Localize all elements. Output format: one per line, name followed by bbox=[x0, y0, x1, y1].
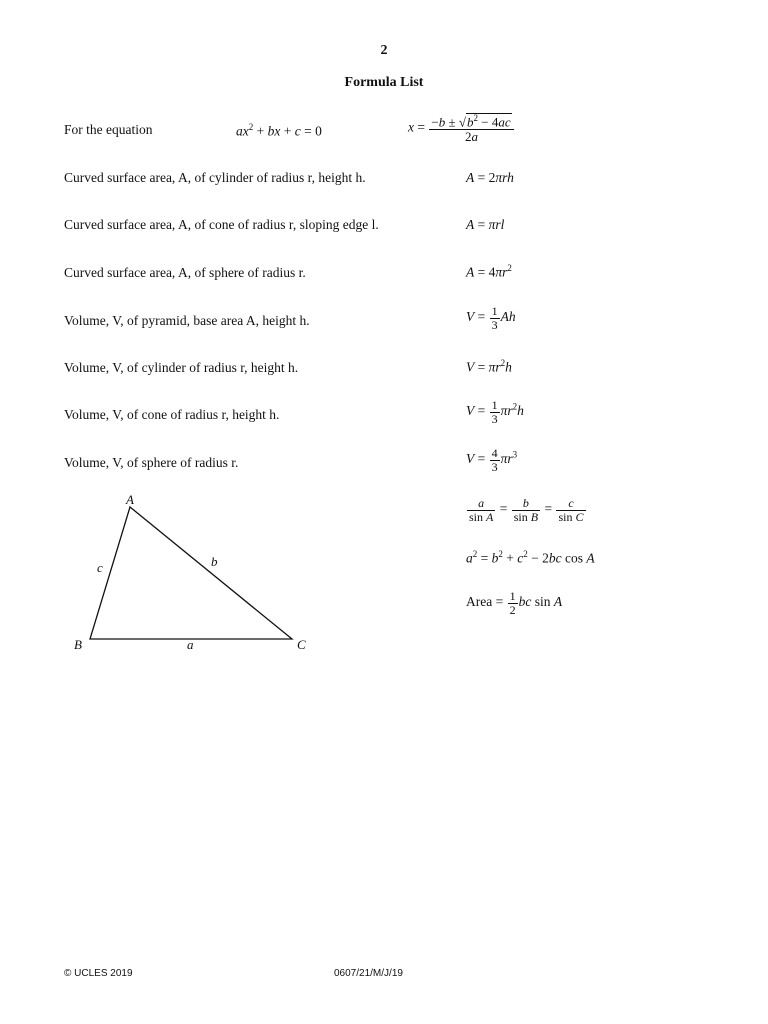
side-b-label: b bbox=[211, 554, 218, 569]
vertex-a-label: A bbox=[126, 492, 134, 507]
vertex-b-label: B bbox=[74, 637, 82, 652]
page-title: Formula List bbox=[344, 75, 424, 90]
quadratic-solution: x = $\frac{-b \pm √b^2 - 4ac}{2a}$ bbox=[408, 113, 515, 144]
cone-surface-description: Curved surface area, A, of cone of radius r, sloping edge l. bbox=[64, 217, 379, 232]
triangle-shape bbox=[90, 507, 292, 639]
quadratic-description: For the equation bbox=[64, 122, 153, 137]
cylinder-surface-formula: A = 2πrh bbox=[466, 170, 514, 185]
cylinder-volume-formula: $V = \pi r^2h$ bbox=[466, 358, 512, 375]
cylinder-surface-description: Curved surface area, A, of cylinder of radius r, height h. bbox=[64, 170, 366, 185]
sphere-surface-formula: $A = 4\pi r^2$ bbox=[466, 263, 512, 280]
cosine-rule: $a^2 = b^2 + c^2 - 2bc$ cos A bbox=[466, 549, 595, 566]
cone-volume-formula: V = $\frac{1}{3}$ $\pi r^2h$ bbox=[466, 398, 524, 426]
sphere-volume-description: Volume, V, of sphere of radius r. bbox=[64, 455, 239, 470]
cone-volume-description: Volume, V, of cone of radius r, height h. bbox=[64, 407, 280, 422]
sphere-surface-description: Curved surface area, A, of sphere of radius r. bbox=[64, 265, 306, 280]
page-number: 2 bbox=[380, 43, 388, 58]
sine-rule: $\frac{a}{\text{sin A}}$ = $\frac{b}{\text{sin B}}$ = $\frac{c}{\text{sin C}}$ bbox=[469, 496, 584, 524]
cone-surface-formula: A = πrl bbox=[466, 217, 505, 232]
side-a-label: a bbox=[187, 637, 194, 652]
copyright-footer: © UCLES 2019 bbox=[64, 968, 133, 979]
triangle-area-formula: Area = $\frac{1}{2}$ bc sin A bbox=[466, 589, 563, 617]
pyramid-volume-formula: V = $\frac{1}{3}$ Ah bbox=[466, 304, 516, 332]
pyramid-volume-description: Volume, V, of pyramid, base area A, height h. bbox=[64, 313, 310, 328]
vertex-c-label: C bbox=[297, 637, 306, 652]
sphere-volume-formula: V = $\frac{4}{3}$ $\pi r^3$ bbox=[466, 446, 518, 474]
side-c-label: c bbox=[97, 560, 103, 575]
quadratic-equation: $ax^2$ + bx + c = 0 bbox=[236, 122, 322, 139]
cylinder-volume-description: Volume, V, of cylinder of radius r, height h. bbox=[64, 360, 299, 375]
triangle-diagram bbox=[60, 488, 320, 658]
paper-code-footer: 0607/21/M/J/19 bbox=[334, 968, 403, 979]
